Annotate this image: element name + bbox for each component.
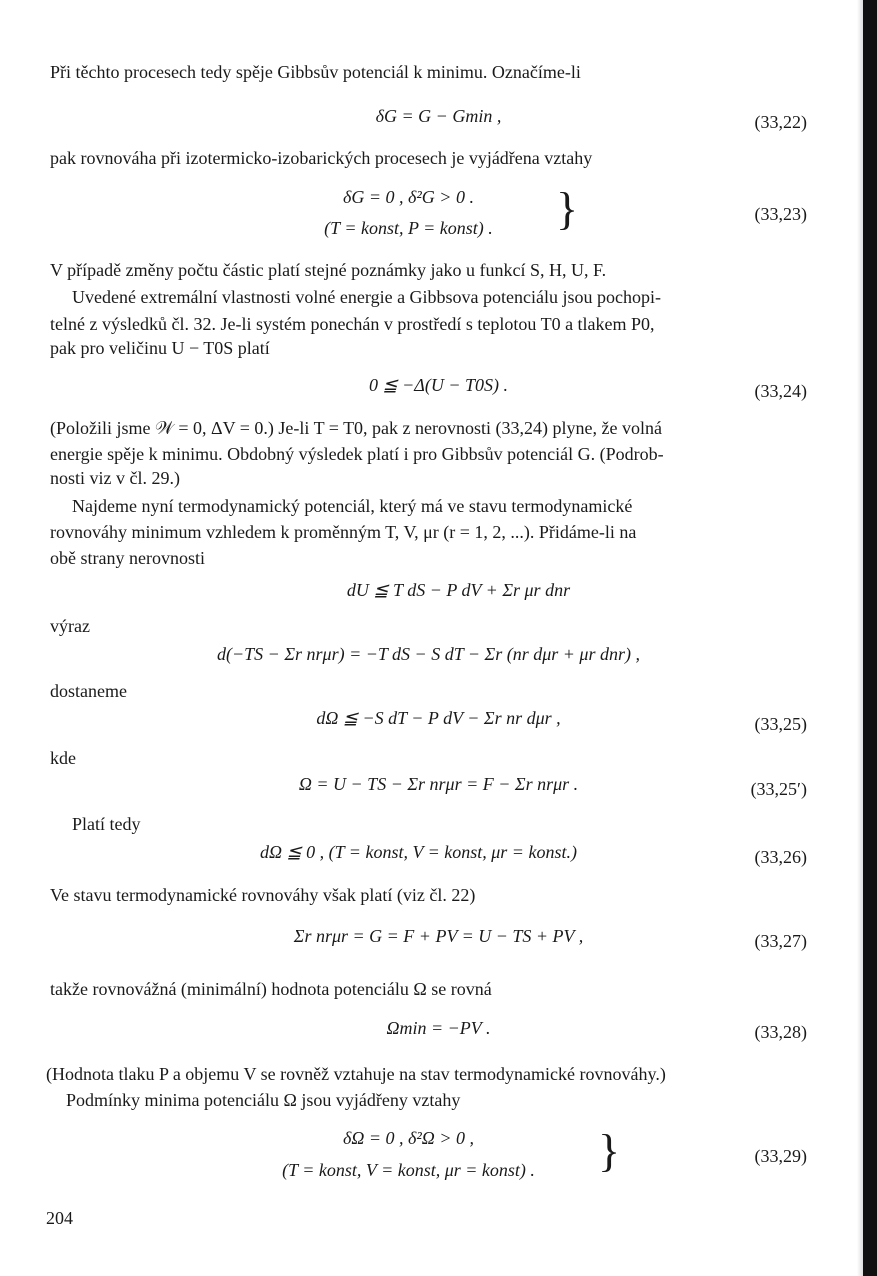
text-line-19: (Hodnota tlaku P a objemu V se rovněž vztahuje na stav termodynamické rovnováhy.) [46,1064,666,1084]
text-line-1: Při těchto procesech tedy spěje Gibbsův potenciál k minimu. Označíme-li [50,62,581,82]
equation-number-33-28: (33,28) [754,1022,807,1042]
equation-number-33-27: (33,27) [754,931,807,951]
equation-33-24: 0 ≦ −Δ(U − T0S) . [369,375,508,395]
equation-33-26: dΩ ≦ 0 , (T = konst, V = konst, μr = konst.) [260,842,577,862]
equation-33-27: Σr nrμr = G = F + PV = U − TS + PV , [293,926,584,946]
equation-number-33-22: (33,22) [754,112,807,132]
right-brace-33-23: } [556,183,579,234]
text-line-11: rovnováhy minimum vzhledem k proměnným T, V, μr (r = 1, 2, ...). Přidáme-li na [50,522,637,542]
equation-d-expression: d(−TS − Σr nrμr) = −T dS − S dT − Σr (nr dμr + μr dnr) , [217,644,640,664]
equation-33-23-b: (T = konst, P = konst) . [324,218,493,238]
equation-33-28: Ωmin = −PV . [386,1018,491,1038]
equation-33-25-prime: Ω = U − TS − Σr nrμr = F − Σr nrμr . [298,774,579,794]
text-line-8: energie spěje k minimu. Obdobný výsledek platí i pro Gibbsův potenciál G. (Podrob- [50,444,664,464]
equation-number-33-29: (33,29) [754,1146,807,1166]
text-line-14: dostaneme [50,681,127,701]
equation-33-23-a: δG = 0 , δ²G > 0 . [343,187,474,207]
text-line-9: nosti viz v čl. 29.) [50,468,180,488]
text-line-6: pak pro veličinu U − T0S platí [50,338,270,358]
text-line-12: obě strany nerovnosti [50,548,205,568]
text-line-5: telné z výsledků čl. 32. Je-li systém ponechán v prostředí s teplotou T0 a tlakem P0, [50,314,655,334]
page-number: 204 [46,1208,73,1228]
equation-number-33-25: (33,25) [754,714,807,734]
equation-33-29-a: δΩ = 0 , δ²Ω > 0 , [343,1128,474,1148]
equation-du-inequality: dU ≦ T dS − P dV + Σr μr dnr [346,580,571,600]
text-line-18: takže rovnovážná (minimální) hodnota potenciálu Ω se rovná [50,979,492,999]
equation-33-29-b: (T = konst, V = konst, μr = konst) . [282,1160,535,1180]
text-line-16: Platí tedy [72,814,141,834]
book-spine-edge [863,0,877,1276]
equation-number-33-26: (33,26) [754,847,807,867]
equation-number-33-24: (33,24) [754,381,807,401]
text-line-17: Ve stavu termodynamické rovnováhy však platí (viz čl. 22) [50,885,476,905]
text-line-3: V případě změny počtu částic platí stejné poznámky jako u funkcí S, H, U, F. [50,260,607,280]
equation-number-33-25-prime: (33,25′) [750,779,807,799]
equation-33-22: δG = G − Gmin , [375,106,502,126]
text-line-4: Uvedené extremální vlastnosti volné energie a Gibbsova potenciálu jsou pochopi- [72,287,662,307]
equation-number-33-23: (33,23) [754,204,807,224]
text-line-15: kde [50,748,76,768]
equation-33-25: dΩ ≦ −S dT − P dV − Σr nr dμr , [316,708,561,728]
text-line-7: (Položili jsme 𝒲 = 0, ΔV = 0.) Je-li T = T0, pak z nerovnosti (33,24) plyne, že volná [50,418,662,438]
text-line-2: pak rovnováha při izotermicko-izobarických procesech je vyjádřena vztahy [50,148,593,168]
text-line-20: Podmínky minima potenciálu Ω jsou vyjádřeny vztahy [66,1090,461,1110]
text-line-13: výraz [50,616,90,636]
text-line-10: Najdeme nyní termodynamický potenciál, který má ve stavu termodynamické [72,496,633,516]
right-brace-33-29: } [598,1125,621,1176]
